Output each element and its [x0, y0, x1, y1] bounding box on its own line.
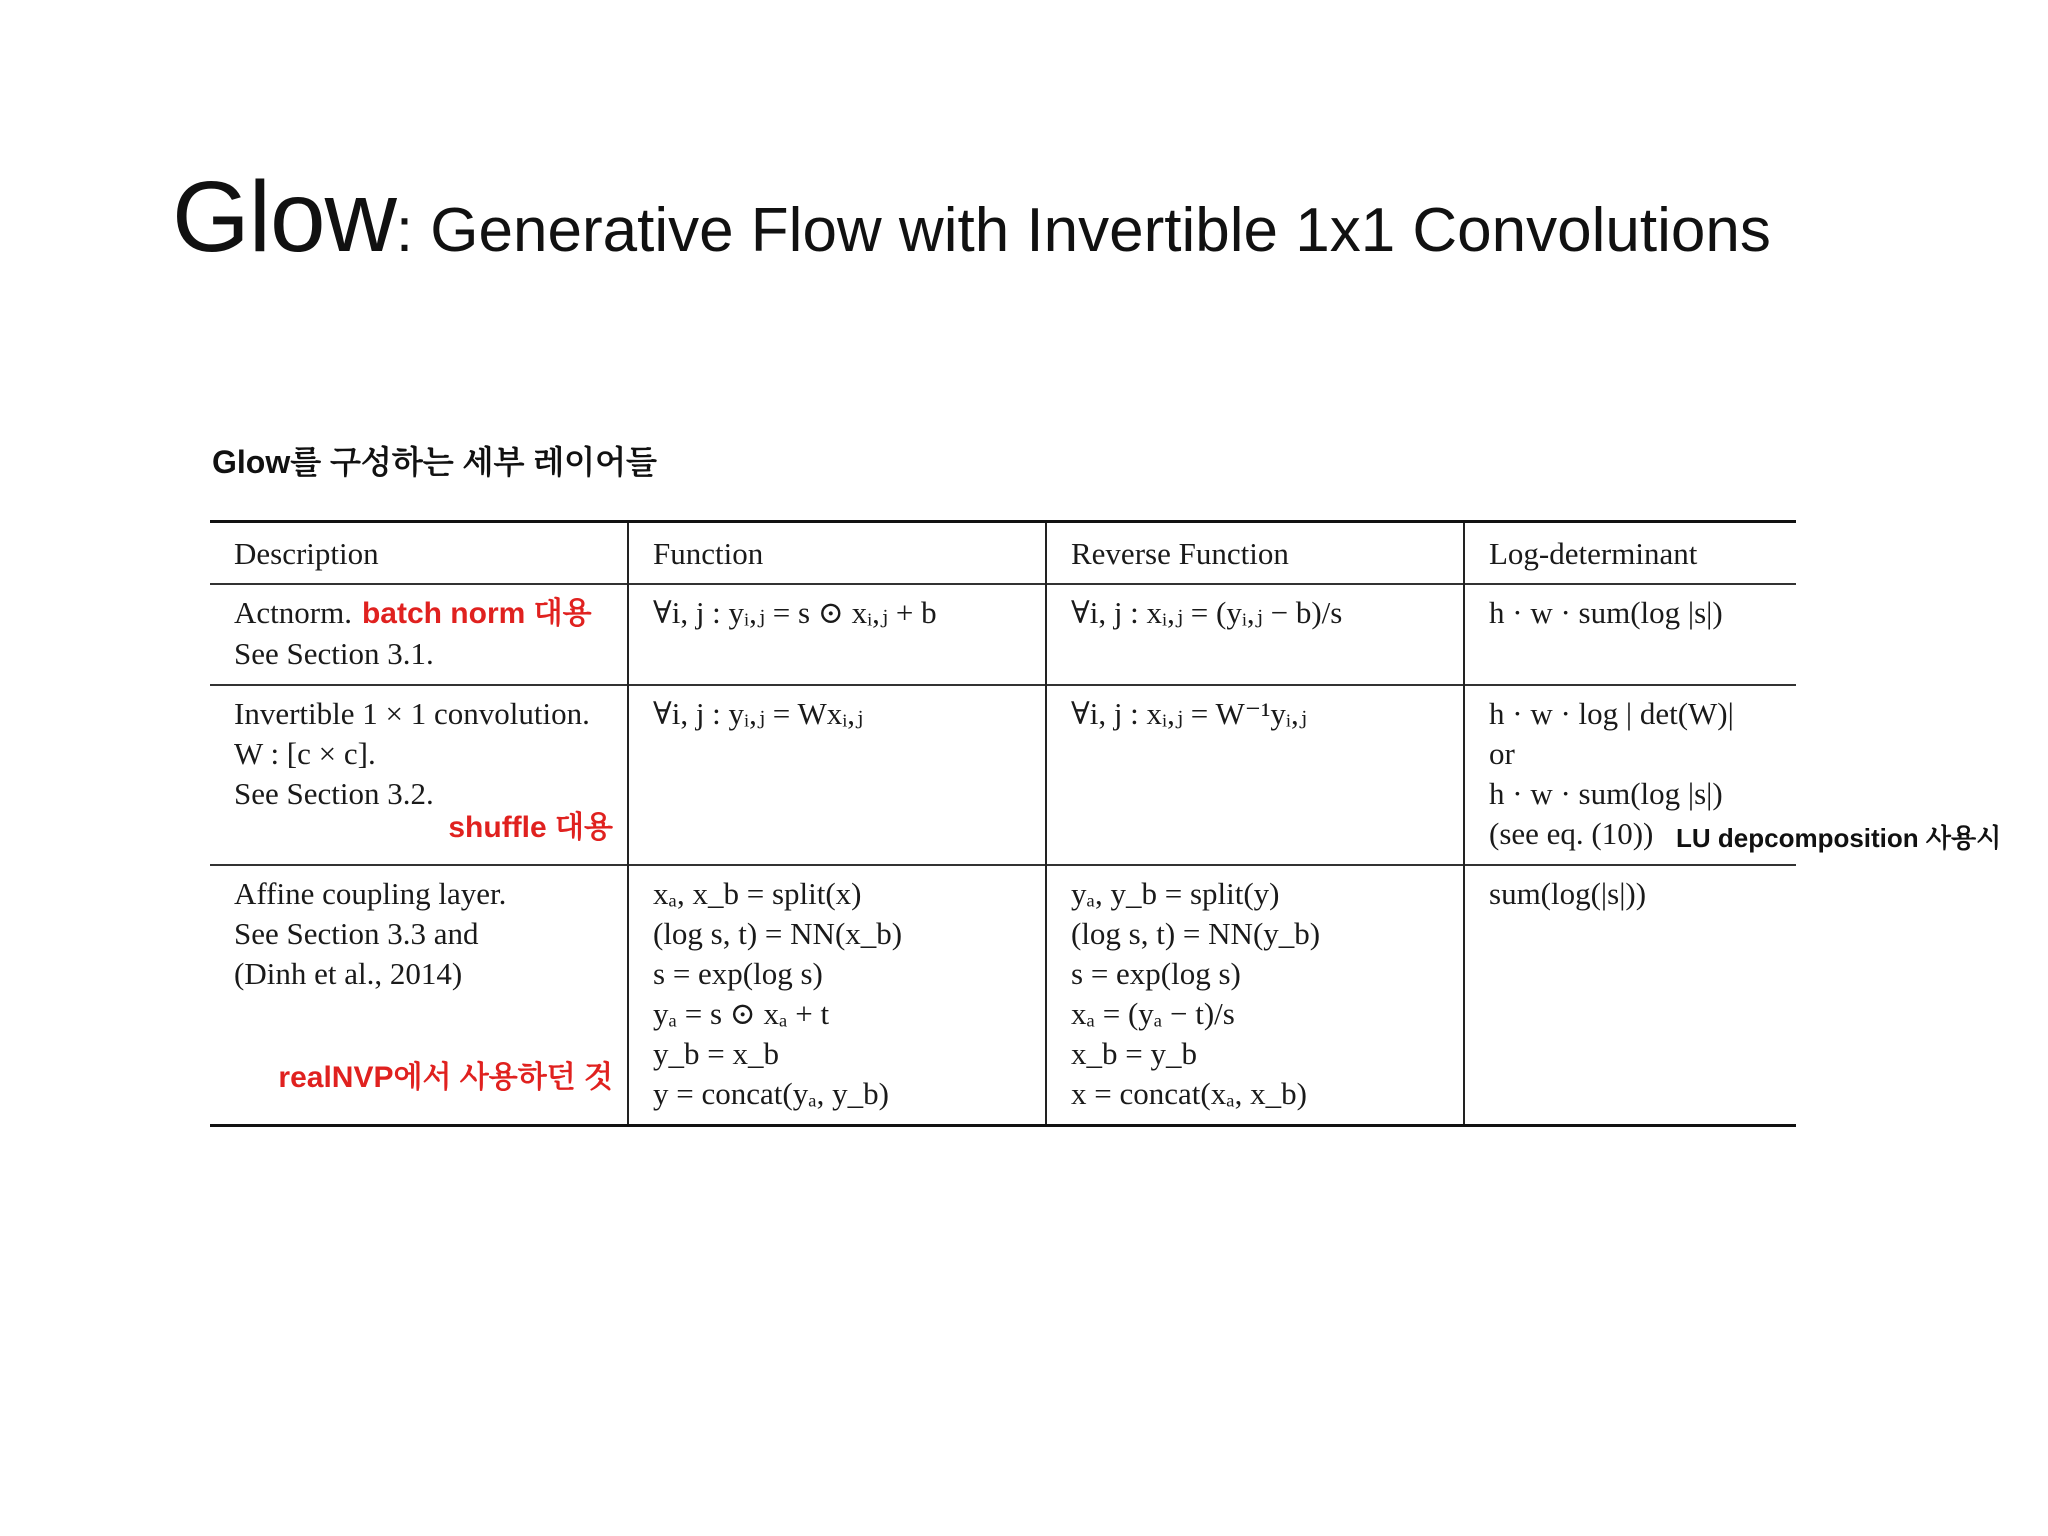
reverse-line: s = exp(log s) [1071, 956, 1241, 991]
function-line: yₐ = s ⊙ xₐ + t [653, 996, 830, 1031]
reverse-line: (log s, t) = NN(y_b) [1071, 916, 1321, 951]
description-line: See Section 3.2. [234, 776, 434, 811]
conv-annotation: shuffle 대용 [448, 811, 613, 844]
description-line: See Section 3.3 and [234, 916, 479, 951]
layer-table [210, 520, 1796, 1127]
reverse-line: x = concat(xₐ, x_b) [1071, 1076, 1307, 1111]
title-main: Glow [172, 161, 396, 273]
header-description: Description [234, 536, 379, 571]
logdet-line: h · w · sum(log |s|) [1489, 776, 1723, 811]
title-rest: : Generative Flow with Invertible 1x1 Convolutions [395, 196, 1771, 265]
description-line: Actnorm. [234, 595, 352, 630]
function-line: y_b = x_b [653, 1036, 779, 1071]
logdet-line: h · w · sum(log |s|) [1489, 595, 1723, 630]
logdet-line: (see eq. (10)) [1489, 816, 1654, 851]
layer-table-container [210, 520, 1796, 1127]
function-line: (log s, t) = NN(x_b) [653, 916, 903, 951]
cell-reverse-function [1046, 865, 1464, 1126]
function-line: xₐ, x_b = split(x) [653, 876, 862, 911]
function-line: ∀i, j : yᵢ,ⱼ = Wxᵢ,ⱼ [653, 696, 864, 731]
header-reverse-function: Reverse Function [1046, 522, 1464, 585]
table-row-invertible-conv [210, 685, 1796, 865]
description-line: Invertible 1 × 1 convolution. [234, 696, 590, 731]
reverse-line: xₐ = (yₐ − t)/s [1071, 996, 1235, 1031]
section-subtitle: Glow를 구성하는 세부 레이어들 [212, 444, 657, 480]
cell-log-determinant [1464, 865, 1796, 1126]
cell-description [210, 584, 628, 685]
header-function: Function [628, 522, 1046, 585]
lu-annotation: LU depcomposition 사용시 [1676, 823, 2002, 853]
slide-title [172, 160, 1771, 275]
cell-log-determinant [1464, 584, 1796, 685]
header-log-determinant: Log-determinant [1464, 522, 1796, 585]
cell-description [210, 865, 628, 1126]
reverse-line: yₐ, y_b = split(y) [1071, 876, 1280, 911]
logdet-line: sum(log(|s|)) [1489, 876, 1647, 911]
cell-function [628, 685, 1046, 865]
reverse-line: x_b = y_b [1071, 1036, 1197, 1071]
function-line: s = exp(log s) [653, 956, 823, 991]
actnorm-annotation: batch norm 대용 [361, 597, 592, 630]
description-line: Affine coupling layer. [234, 876, 507, 911]
cell-reverse-function [1046, 685, 1464, 865]
cell-description [210, 685, 628, 865]
cell-function [628, 584, 1046, 685]
logdet-line: or [1489, 736, 1515, 771]
reverse-line: ∀i, j : xᵢ,ⱼ = (yᵢ,ⱼ − b)/s [1071, 595, 1343, 630]
description-line: See Section 3.1. [234, 636, 434, 671]
table-row-actnorm [210, 584, 1796, 685]
reverse-line: ∀i, j : xᵢ,ⱼ = W⁻¹yᵢ,ⱼ [1071, 696, 1307, 731]
description-line: W : [c × c]. [234, 736, 376, 771]
logdet-line: h · w · log | det(W)| [1489, 696, 1734, 731]
table-header-row [210, 522, 1796, 585]
cell-reverse-function [1046, 584, 1464, 685]
function-line: y = concat(yₐ, y_b) [653, 1076, 889, 1111]
description-line: (Dinh et al., 2014) [234, 956, 463, 991]
coupling-annotation: realNVP에서 사용하던 것 [278, 1061, 613, 1094]
cell-function [628, 865, 1046, 1126]
function-line: ∀i, j : yᵢ,ⱼ = s ⊙ xᵢ,ⱼ + b [653, 595, 937, 630]
table-row-affine-coupling [210, 865, 1796, 1126]
